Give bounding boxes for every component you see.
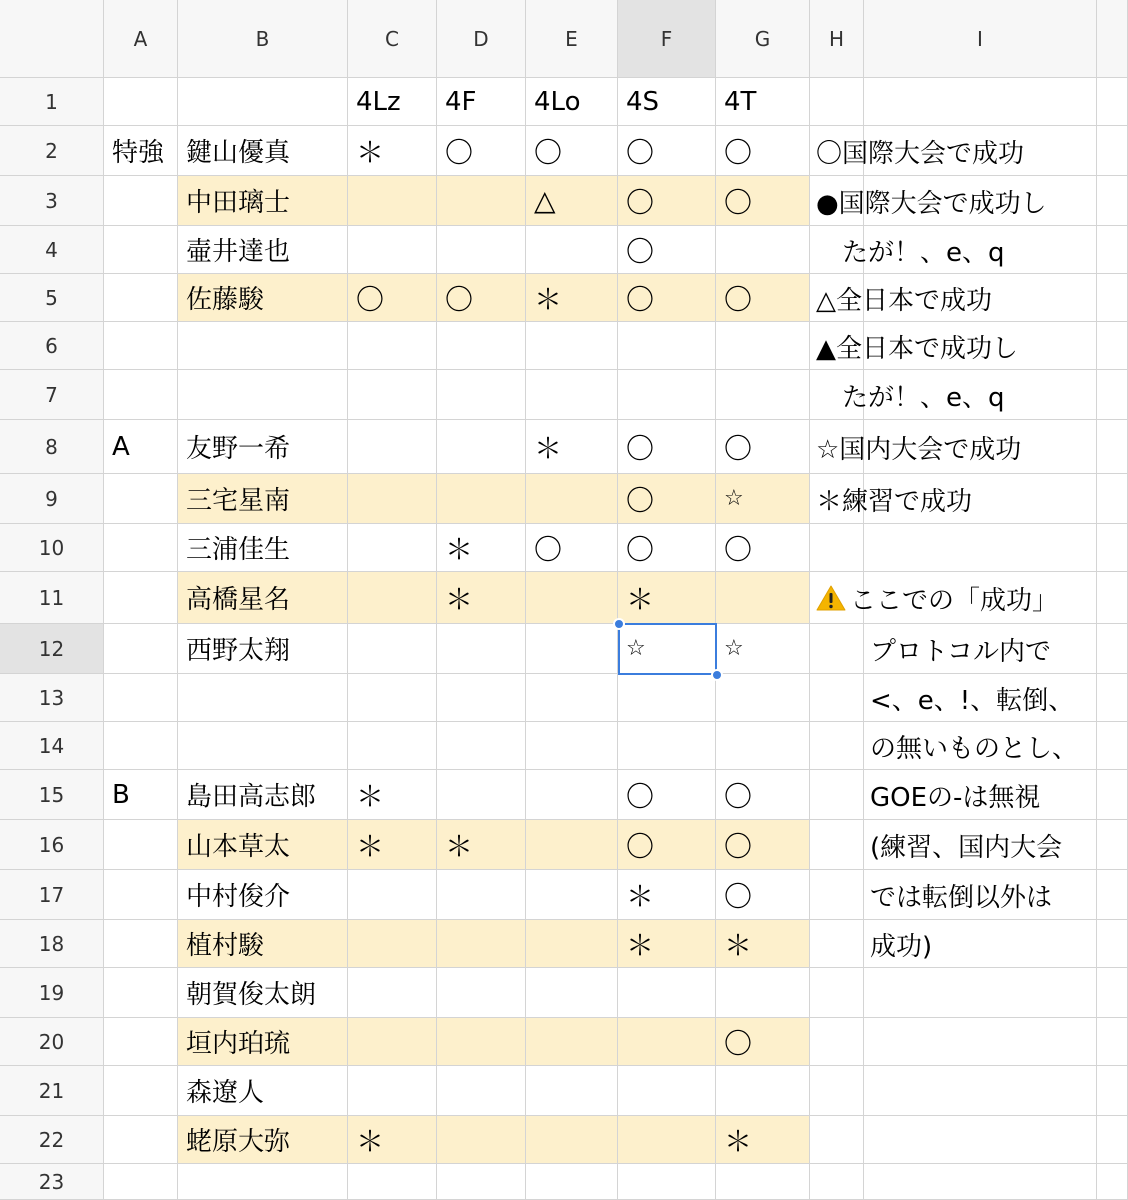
legend-line: たが！、e、q — [816, 237, 1005, 268]
cell-H13[interactable] — [810, 674, 864, 722]
cell-extra-1[interactable] — [1097, 78, 1128, 126]
cell-C3[interactable] — [348, 176, 437, 226]
cell-C18[interactable] — [348, 920, 437, 968]
note-line: <、e、!、転倒、 — [870, 685, 1075, 716]
cell-H21[interactable] — [810, 1066, 864, 1116]
legend-line: ☆国内大会で成功 — [816, 434, 1022, 465]
cell-E19[interactable] — [526, 968, 618, 1018]
legend-line: たが！、e、q — [816, 382, 1005, 413]
column-header-D[interactable]: D — [437, 0, 526, 78]
cell-F17[interactable]: ＊ — [618, 870, 716, 920]
legend-line: ＊練習で成功 — [816, 486, 973, 517]
cell-C10[interactable] — [348, 524, 437, 572]
cell-G3[interactable]: 〇 — [716, 176, 810, 226]
cell-A4[interactable] — [104, 226, 178, 274]
row-header-9[interactable]: 9 — [0, 474, 104, 524]
cell-C21[interactable] — [348, 1066, 437, 1116]
cell-C23[interactable] — [348, 1164, 437, 1200]
cell-G10[interactable]: 〇 — [716, 524, 810, 572]
cell-C6[interactable] — [348, 322, 437, 370]
cell-H16[interactable] — [810, 820, 864, 870]
cell-B8[interactable]: 友野一希 — [178, 420, 348, 474]
cell-C7[interactable] — [348, 370, 437, 420]
cell-C19[interactable] — [348, 968, 437, 1018]
warning-icon — [816, 584, 846, 612]
cell-A15[interactable]: B — [104, 770, 178, 820]
cell-G7[interactable] — [716, 370, 810, 420]
cell-extra-4[interactable] — [1097, 226, 1128, 274]
cell-F9[interactable]: 〇 — [618, 474, 716, 524]
cell-B4[interactable]: 壷井達也 — [178, 226, 348, 274]
cell-E2[interactable]: 〇 — [526, 126, 618, 176]
note-title: ここでの「成功」 — [850, 585, 1059, 616]
row-header-21[interactable]: 21 — [0, 1066, 104, 1116]
row-header-13[interactable]: 13 — [0, 674, 104, 722]
cell-G15[interactable]: 〇 — [716, 770, 810, 820]
cell-H1[interactable] — [810, 78, 864, 126]
cell-E22[interactable] — [526, 1116, 618, 1164]
note-line: プロトコル内で — [870, 636, 1051, 667]
cell-H14[interactable] — [810, 722, 864, 770]
cell-D21[interactable] — [437, 1066, 526, 1116]
column-header-B[interactable]: B — [178, 0, 348, 78]
cell-extra-23[interactable] — [1097, 1164, 1128, 1200]
cell-F20[interactable] — [618, 1018, 716, 1066]
cell-C11[interactable] — [348, 572, 437, 624]
cell-E4[interactable] — [526, 226, 618, 274]
cell-A18[interactable] — [104, 920, 178, 968]
cell-G22[interactable]: ＊ — [716, 1116, 810, 1164]
row-header-20[interactable]: 20 — [0, 1018, 104, 1066]
cell-E6[interactable] — [526, 322, 618, 370]
cell-F14[interactable] — [618, 722, 716, 770]
column-header-I[interactable]: I — [864, 0, 1097, 78]
column-header-extra[interactable] — [1097, 0, 1128, 78]
cell-G16[interactable]: 〇 — [716, 820, 810, 870]
cell-C16[interactable]: ＊ — [348, 820, 437, 870]
cell-extra-19[interactable] — [1097, 968, 1128, 1018]
row-header-19[interactable]: 19 — [0, 968, 104, 1018]
cell-D14[interactable] — [437, 722, 526, 770]
cell-A21[interactable] — [104, 1066, 178, 1116]
cell-H15[interactable] — [810, 770, 864, 820]
cell-F23[interactable] — [618, 1164, 716, 1200]
cell-G9[interactable]: ☆ — [716, 474, 810, 524]
cell-E7[interactable] — [526, 370, 618, 420]
cell-F11[interactable]: ＊ — [618, 572, 716, 624]
cell-A8[interactable]: A — [104, 420, 178, 474]
cell-H22[interactable] — [810, 1116, 864, 1164]
cell-A12[interactable] — [104, 624, 178, 674]
cell-D15[interactable] — [437, 770, 526, 820]
cell-F21[interactable] — [618, 1066, 716, 1116]
row-header-22[interactable]: 22 — [0, 1116, 104, 1164]
cell-F4[interactable]: 〇 — [618, 226, 716, 274]
cell-B20[interactable]: 垣内珀琉 — [178, 1018, 348, 1066]
cell-G4[interactable] — [716, 226, 810, 274]
cell-G11[interactable] — [716, 572, 810, 624]
cell-A16[interactable] — [104, 820, 178, 870]
row-header-2[interactable]: 2 — [0, 126, 104, 176]
cell-C13[interactable] — [348, 674, 437, 722]
cell-H19[interactable] — [810, 968, 864, 1018]
cell-A10[interactable] — [104, 524, 178, 572]
cell-E20[interactable] — [526, 1018, 618, 1066]
cell-B16[interactable]: 山本草太 — [178, 820, 348, 870]
column-header-A[interactable]: A — [104, 0, 178, 78]
cell-D13[interactable] — [437, 674, 526, 722]
cell-E14[interactable] — [526, 722, 618, 770]
select-all-corner[interactable] — [0, 0, 104, 78]
cell-A1[interactable] — [104, 78, 178, 126]
cell-B12[interactable]: 西野太翔 — [178, 624, 348, 674]
note-line: (練習、国内大会 — [870, 832, 1063, 863]
column-header-F[interactable]: F — [618, 0, 716, 78]
cell-G13[interactable] — [716, 674, 810, 722]
warning-note — [810, 572, 1097, 624]
cell-B21[interactable]: 森遼人 — [178, 1066, 348, 1116]
row-header-15[interactable]: 15 — [0, 770, 104, 820]
cell-D12[interactable] — [437, 624, 526, 674]
cell-extra-15[interactable] — [1097, 770, 1128, 820]
note-line: の無いものとし、 — [870, 733, 1079, 764]
cell-extra-17[interactable] — [1097, 870, 1128, 920]
cell-G6[interactable] — [716, 322, 810, 370]
cell-extra-18[interactable] — [1097, 920, 1128, 968]
cell-C8[interactable] — [348, 420, 437, 474]
cell-B2[interactable]: 鍵山優真 — [178, 126, 348, 176]
cell-F18[interactable]: ＊ — [618, 920, 716, 968]
cell-D3[interactable] — [437, 176, 526, 226]
cell-I21[interactable] — [864, 1066, 1097, 1116]
cell-I19[interactable] — [864, 968, 1097, 1018]
cell-A2[interactable]: 特強 — [104, 126, 178, 176]
cell-F22[interactable] — [618, 1116, 716, 1164]
cell-H18[interactable] — [810, 920, 864, 968]
cell-B6[interactable] — [178, 322, 348, 370]
cell-D17[interactable] — [437, 870, 526, 920]
cell-E11[interactable] — [526, 572, 618, 624]
cell-G12[interactable]: ☆ — [716, 624, 810, 674]
cell-C15[interactable]: ＊ — [348, 770, 437, 820]
cell-D4[interactable] — [437, 226, 526, 274]
row-header-3[interactable]: 3 — [0, 176, 104, 226]
cell-E10[interactable]: 〇 — [526, 524, 618, 572]
column-header-C[interactable]: C — [348, 0, 437, 78]
cell-A23[interactable] — [104, 1164, 178, 1200]
cell-H23[interactable] — [810, 1164, 864, 1200]
row-header-17[interactable]: 17 — [0, 870, 104, 920]
cell-H17[interactable] — [810, 870, 864, 920]
cell-E23[interactable] — [526, 1164, 618, 1200]
cell-D9[interactable] — [437, 474, 526, 524]
cell-F8[interactable]: 〇 — [618, 420, 716, 474]
cell-A17[interactable] — [104, 870, 178, 920]
cell-B18[interactable]: 植村駿 — [178, 920, 348, 968]
cell-B1[interactable] — [178, 78, 348, 126]
cell-A11[interactable] — [104, 572, 178, 624]
cell-extra-13[interactable] — [1097, 674, 1128, 722]
cell-extra-9[interactable] — [1097, 474, 1128, 524]
row-header-11[interactable]: 11 — [0, 572, 104, 624]
cell-B7[interactable] — [178, 370, 348, 420]
cell-G5[interactable]: 〇 — [716, 274, 810, 322]
cell-G21[interactable] — [716, 1066, 810, 1116]
cell-C1[interactable]: 4Lz — [348, 78, 437, 126]
cell-H12[interactable] — [810, 624, 864, 674]
cell-A13[interactable] — [104, 674, 178, 722]
cell-B11[interactable]: 高橋星名 — [178, 572, 348, 624]
cell-D6[interactable] — [437, 322, 526, 370]
cell-extra-21[interactable] — [1097, 1066, 1128, 1116]
cell-C22[interactable]: ＊ — [348, 1116, 437, 1164]
cell-G1[interactable]: 4T — [716, 78, 810, 126]
cell-E18[interactable] — [526, 920, 618, 968]
cell-F1[interactable]: 4S — [618, 78, 716, 126]
column-header-G[interactable]: G — [716, 0, 810, 78]
cell-H10[interactable] — [810, 524, 864, 572]
cell-E13[interactable] — [526, 674, 618, 722]
note-line: では転倒以外は — [870, 882, 1053, 913]
row-header-10[interactable]: 10 — [0, 524, 104, 572]
row-header-12[interactable]: 12 — [0, 624, 104, 674]
cell-extra-10[interactable] — [1097, 524, 1128, 572]
cell-D2[interactable]: 〇 — [437, 126, 526, 176]
cell-B9[interactable]: 三宅星南 — [178, 474, 348, 524]
row-header-23[interactable]: 23 — [0, 1164, 104, 1200]
cell-B22[interactable]: 蛯原大弥 — [178, 1116, 348, 1164]
cell-A22[interactable] — [104, 1116, 178, 1164]
cell-E12[interactable] — [526, 624, 618, 674]
cell-C20[interactable] — [348, 1018, 437, 1066]
row-header-6[interactable]: 6 — [0, 322, 104, 370]
cell-A19[interactable] — [104, 968, 178, 1018]
cell-E9[interactable] — [526, 474, 618, 524]
cell-D10[interactable]: ＊ — [437, 524, 526, 572]
cell-D22[interactable] — [437, 1116, 526, 1164]
cell-G2[interactable]: 〇 — [716, 126, 810, 176]
cell-E5[interactable]: ＊ — [526, 274, 618, 322]
cell-C5[interactable]: 〇 — [348, 274, 437, 322]
cell-B17[interactable]: 中村俊介 — [178, 870, 348, 920]
cell-D16[interactable]: ＊ — [437, 820, 526, 870]
cell-F19[interactable] — [618, 968, 716, 1018]
legend-line: △全日本で成功 — [816, 285, 992, 316]
selection-handle-top-left[interactable] — [613, 618, 625, 630]
cell-A9[interactable] — [104, 474, 178, 524]
cell-D8[interactable] — [437, 420, 526, 474]
cell-G23[interactable] — [716, 1164, 810, 1200]
cell-extra-12[interactable] — [1097, 624, 1128, 674]
cell-G18[interactable]: ＊ — [716, 920, 810, 968]
cell-C12[interactable] — [348, 624, 437, 674]
cell-E16[interactable] — [526, 820, 618, 870]
cell-C4[interactable] — [348, 226, 437, 274]
cell-extra-3[interactable] — [1097, 176, 1128, 226]
cell-E1[interactable]: 4Lo — [526, 78, 618, 126]
note-line: 成功) — [870, 931, 933, 962]
cell-F2[interactable]: 〇 — [618, 126, 716, 176]
column-header-H[interactable]: H — [810, 0, 864, 78]
selection-handle-bottom-right[interactable] — [711, 669, 723, 681]
cell-D1[interactable]: 4F — [437, 78, 526, 126]
cell-F12[interactable]: ☆ — [618, 624, 716, 674]
legend-line: ●国際大会で成功し — [816, 188, 1047, 219]
cell-C9[interactable] — [348, 474, 437, 524]
cell-extra-7[interactable] — [1097, 370, 1128, 420]
cell-D19[interactable] — [437, 968, 526, 1018]
cell-F15[interactable]: 〇 — [618, 770, 716, 820]
cell-F5[interactable]: 〇 — [618, 274, 716, 322]
cell-D18[interactable] — [437, 920, 526, 968]
cell-G17[interactable]: 〇 — [716, 870, 810, 920]
cell-B10[interactable]: 三浦佳生 — [178, 524, 348, 572]
cell-B15[interactable]: 島田高志郎 — [178, 770, 348, 820]
cell-F3[interactable]: 〇 — [618, 176, 716, 226]
row-header-16[interactable]: 16 — [0, 820, 104, 870]
cell-D7[interactable] — [437, 370, 526, 420]
cell-extra-20[interactable] — [1097, 1018, 1128, 1066]
cell-extra-22[interactable] — [1097, 1116, 1128, 1164]
cell-I23[interactable] — [864, 1164, 1097, 1200]
cell-G14[interactable] — [716, 722, 810, 770]
cell-F7[interactable] — [618, 370, 716, 420]
cell-E21[interactable] — [526, 1066, 618, 1116]
cell-E17[interactable] — [526, 870, 618, 920]
cell-F16[interactable]: 〇 — [618, 820, 716, 870]
cell-A3[interactable] — [104, 176, 178, 226]
cell-E15[interactable] — [526, 770, 618, 820]
cell-C2[interactable]: ＊ — [348, 126, 437, 176]
cell-C17[interactable] — [348, 870, 437, 920]
cell-D11[interactable]: ＊ — [437, 572, 526, 624]
cell-A20[interactable] — [104, 1018, 178, 1066]
row-header-1[interactable]: 1 — [0, 78, 104, 126]
cell-H20[interactable] — [810, 1018, 864, 1066]
cell-D20[interactable] — [437, 1018, 526, 1066]
cell-extra-11[interactable] — [1097, 572, 1128, 624]
cell-extra-14[interactable] — [1097, 722, 1128, 770]
column-header-E[interactable]: E — [526, 0, 618, 78]
cell-G19[interactable] — [716, 968, 810, 1018]
row-header-7[interactable]: 7 — [0, 370, 104, 420]
cell-B23[interactable] — [178, 1164, 348, 1200]
cell-G8[interactable]: 〇 — [716, 420, 810, 474]
cell-B5[interactable]: 佐藤駿 — [178, 274, 348, 322]
row-header-14[interactable]: 14 — [0, 722, 104, 770]
cell-A5[interactable] — [104, 274, 178, 322]
cell-I1[interactable] — [864, 78, 1097, 126]
cell-I20[interactable] — [864, 1018, 1097, 1066]
cell-B3[interactable]: 中田璃士 — [178, 176, 348, 226]
cell-extra-16[interactable] — [1097, 820, 1128, 870]
row-header-5[interactable]: 5 — [0, 274, 104, 322]
cell-I10[interactable] — [864, 524, 1097, 572]
cell-extra-6[interactable] — [1097, 322, 1128, 370]
cell-A6[interactable] — [104, 322, 178, 370]
row-header-4[interactable]: 4 — [0, 226, 104, 274]
cell-F13[interactable] — [618, 674, 716, 722]
cell-G20[interactable]: 〇 — [716, 1018, 810, 1066]
cell-E3[interactable]: △ — [526, 176, 618, 226]
cell-A7[interactable] — [104, 370, 178, 420]
cell-extra-5[interactable] — [1097, 274, 1128, 322]
cell-B14[interactable] — [178, 722, 348, 770]
cell-A14[interactable] — [104, 722, 178, 770]
cell-B19[interactable]: 朝賀俊太朗 — [178, 968, 348, 1018]
cell-I22[interactable] — [864, 1116, 1097, 1164]
cell-F10[interactable]: 〇 — [618, 524, 716, 572]
cell-D5[interactable]: 〇 — [437, 274, 526, 322]
cell-B13[interactable] — [178, 674, 348, 722]
cell-D23[interactable] — [437, 1164, 526, 1200]
cell-C14[interactable] — [348, 722, 437, 770]
note-line: GOEの-は無視 — [870, 782, 1041, 813]
cell-E8[interactable]: ＊ — [526, 420, 618, 474]
cell-extra-2[interactable] — [1097, 126, 1128, 176]
legend-line: 〇国際大会で成功 — [816, 138, 1025, 169]
row-header-8[interactable]: 8 — [0, 420, 104, 474]
cell-F6[interactable] — [618, 322, 716, 370]
row-header-18[interactable]: 18 — [0, 920, 104, 968]
cell-extra-8[interactable] — [1097, 420, 1128, 474]
legend-line: ▲全日本で成功し — [816, 333, 1018, 364]
